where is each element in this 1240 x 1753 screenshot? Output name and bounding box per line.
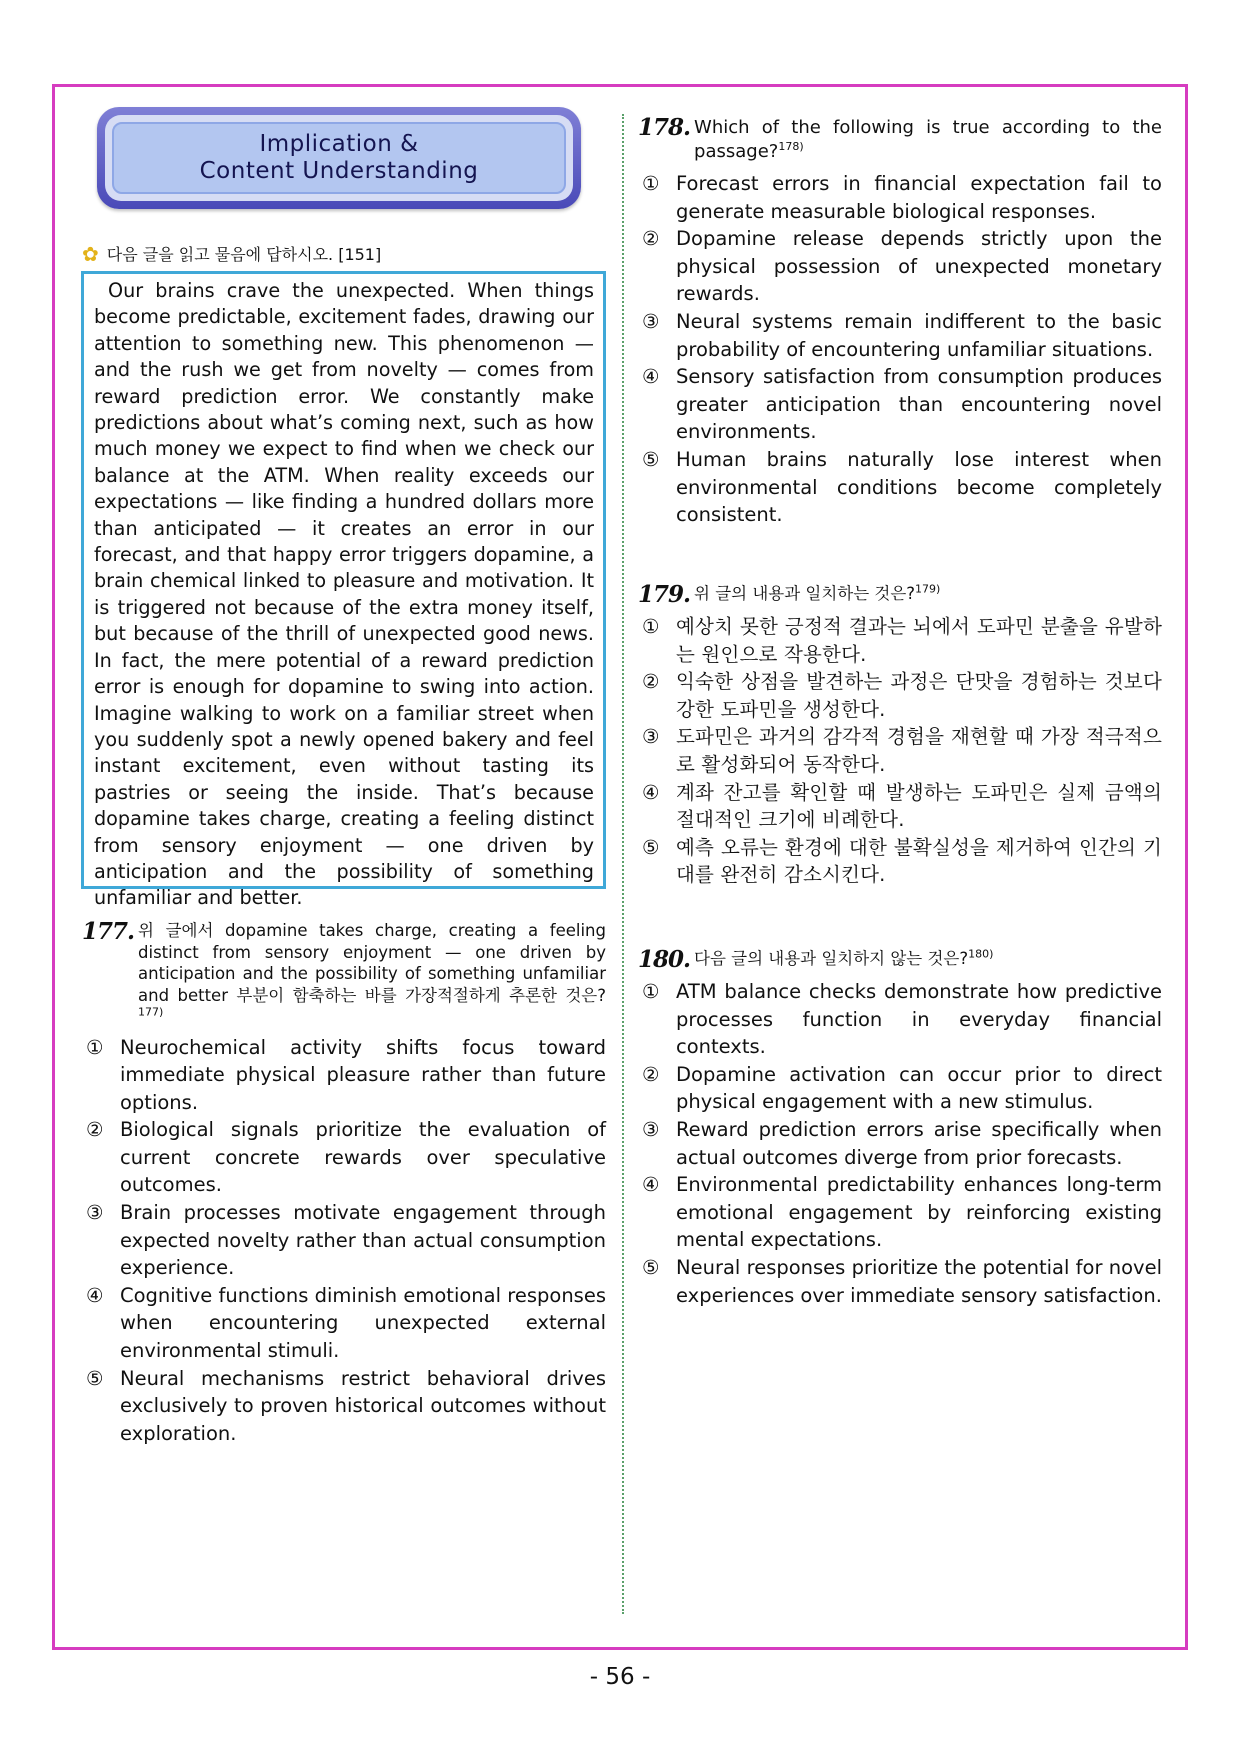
option[interactable]: ④ Cognitive functions diminish emotional responses when encountering unexpected external environmental stimuli. bbox=[86, 1283, 606, 1363]
footnote-ref: 178) bbox=[778, 140, 804, 153]
question-177 bbox=[82, 920, 606, 1447]
option[interactable]: ① Forecast errors in financial expectation fail to generate measurable biological responses. bbox=[642, 172, 1162, 223]
question-number: 180. bbox=[638, 946, 691, 973]
question-179 bbox=[638, 583, 1162, 889]
question-180 bbox=[638, 948, 1162, 1309]
option[interactable]: ④ 계좌 잔고를 확인할 때 발생하는 도파민은 실제 금액의 절대적인 크기에 비례한다. bbox=[642, 780, 1162, 832]
question-number: 179. bbox=[638, 581, 691, 608]
instruction bbox=[82, 242, 622, 265]
option[interactable]: ③ Reward prediction errors arise specifically when actual outcomes diverge from prior forecasts. bbox=[642, 1117, 1162, 1169]
option[interactable]: ③ Neural systems remain indifferent to the basic probability of encountering unfamiliar situations. bbox=[642, 309, 1162, 361]
question-text: 위 글에서 dopamine takes charge, creating a feeling distinct from sensory enjoyment — one driven by anticipation and the possibility of something unfamiliar and better 부분이 함축하는 바를 가장적절하게 추론한 것은?$^{177)}$ bbox=[138, 921, 606, 1019]
option[interactable]: ⑤ Neural responses prioritize the potential for novel experiences over immediate sensory satisfaction. bbox=[642, 1255, 1162, 1307]
question-text: 다음 글의 내용과 일치하지 않는 것은?$^{180)}$ bbox=[694, 947, 994, 968]
question-number: 177. bbox=[82, 918, 135, 945]
section-title-badge bbox=[97, 107, 581, 209]
option[interactable]: ① Neurochemical activity shifts focus toward immediate physical pleasure rather than future options. bbox=[86, 1035, 606, 1114]
question-178 bbox=[638, 116, 1162, 529]
option[interactable]: ② 익숙한 상점을 발견하는 과정은 단맛을 경험하는 것보다 강한 도파민을 생성한다. bbox=[642, 670, 1162, 721]
question-text: Which of the following is true according to the passage?$^{178)}$ bbox=[694, 117, 1162, 162]
question-text: 위 글의 내용과 일치하는 것은?$^{179)}$ bbox=[694, 582, 941, 603]
page-number: - 56 - bbox=[589, 1664, 651, 1690]
options-178 bbox=[638, 170, 1162, 529]
option[interactable]: ③ 도파민은 과거의 감각적 경험을 재현할 때 가장 적극적으로 활성화되어 동작한다. bbox=[642, 725, 1162, 776]
option[interactable]: ⑤ Human brains naturally lose interest when environmental conditions become completely consistent. bbox=[642, 447, 1162, 527]
section-title-line2: Content Understanding bbox=[199, 158, 479, 184]
option[interactable]: ① 예상치 못한 긍정적 결과는 뇌에서 도파민 분출을 유발하는 원인으로 작용한다. bbox=[642, 615, 1162, 666]
reading-passage bbox=[81, 271, 606, 910]
footnote-ref: 180) bbox=[968, 947, 994, 961]
footnote-ref: 177) bbox=[138, 1005, 164, 1019]
option[interactable]: ① ATM balance checks demonstrate how predictive processes function in everyday financial contexts. bbox=[642, 980, 1162, 1059]
option[interactable]: ② Dopamine activation can occur prior to direct physical engagement with a new stimulus. bbox=[642, 1062, 1162, 1114]
column-divider bbox=[622, 114, 624, 1614]
option[interactable]: ③ Brain processes motivate engagement through expected novelty rather than actual consumption experience. bbox=[86, 1201, 606, 1280]
option[interactable]: ⑤ 예측 오류는 환경에 대한 불확실성을 제거하여 인간의 기대를 완전히 감소시킨다. bbox=[642, 835, 1162, 887]
option[interactable]: ④ Environmental predictability enhances long-term emotional engagement by reinforcing existing mental expectations. bbox=[642, 1173, 1162, 1252]
footnote-ref: 179) bbox=[915, 582, 941, 596]
instruction-text: 다음 글을 읽고 물음에 답하시오. [151] bbox=[106, 245, 382, 264]
passage-text: Our brains crave the unexpected. When things become predictable, excitement fades, drawing our attention to something new. This phenomenon — and the rush we get from novelty — comes from reward prediction error. We constantly make predictions about what’s coming next, such as how much money we expect to find when we check our balance at the ATM. When reality exceeds our expectations — like finding a hundred dollars more than anticipated — it creates an error in our forecast, and that happy error triggers dopamine, a brain chemical linked to pleasure and motivation. It is triggered not because of the extra money itself, but because of the thrill of unexpected good news. In fact, the mere potential of a reward prediction error is enough for dopamine to swing into action. Imagine walking to work on a familiar street when you suddenly spot a newly opened bakery and feel instant excitement, even without tasting its pastries or seeing the inside. That’s because dopamine takes charge, creating a feeling distinct from sensory enjoyment — one driven by anticipation and the possibility of something unfamiliar and better. bbox=[94, 279, 594, 910]
option[interactable]: ⑤ Neural mechanisms restrict behavioral drives exclusively to proven historical outcomes without exploration. bbox=[86, 1366, 606, 1445]
flower-icon: ✿ bbox=[82, 241, 99, 266]
options-180 bbox=[638, 978, 1162, 1309]
options-179 bbox=[638, 613, 1162, 889]
section-title-line1: Implication & bbox=[259, 131, 419, 157]
option[interactable]: ② Dopamine release depends strictly upon the physical possession of unexpected monetary rewards. bbox=[642, 227, 1162, 306]
options-177 bbox=[82, 1034, 606, 1448]
option[interactable]: ④ Sensory satisfaction from consumption produces greater anticipation than encountering novel environments. bbox=[642, 365, 1162, 444]
question-number: 178. bbox=[638, 114, 691, 141]
option[interactable]: ② Biological signals prioritize the evaluation of current concrete rewards over speculative outcomes. bbox=[86, 1118, 606, 1197]
